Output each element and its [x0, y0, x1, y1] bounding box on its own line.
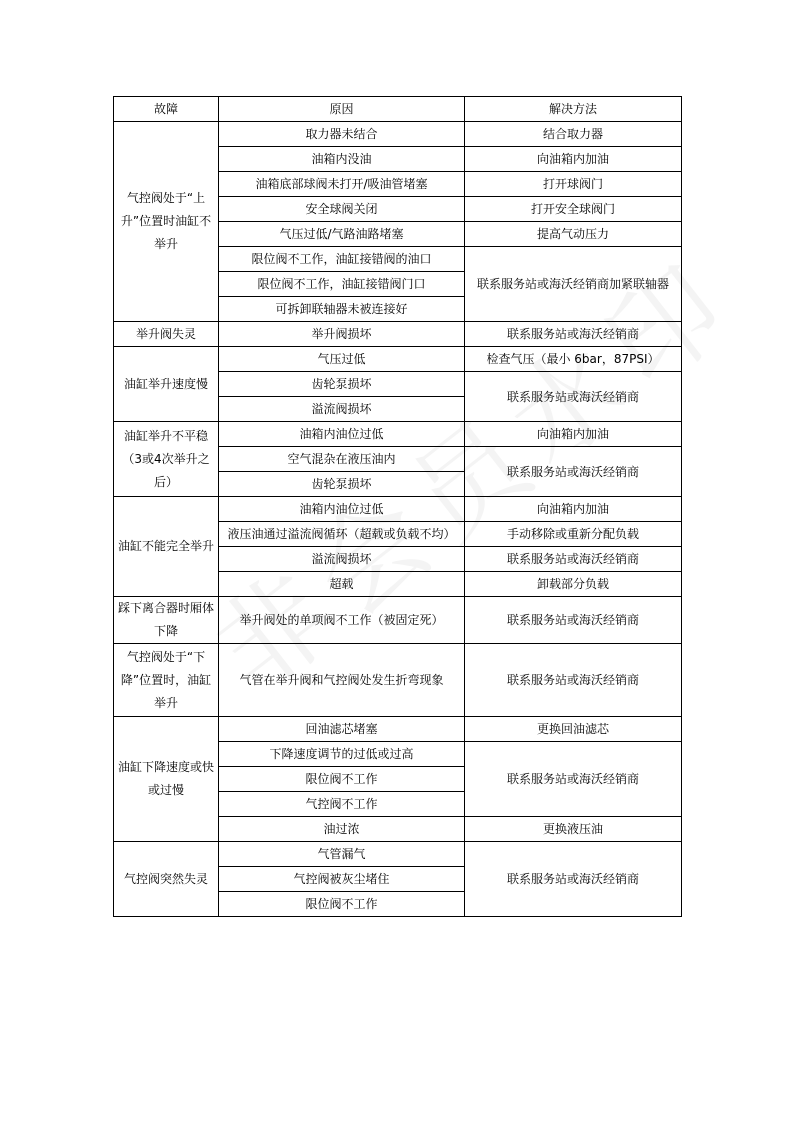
cause-cell: 举升阀处的单项阀不工作（被固定死） — [219, 597, 465, 644]
solution-cell: 更换回油滤芯 — [465, 717, 682, 742]
cause-cell: 气压过低/气路油路堵塞 — [219, 222, 465, 247]
table-row — [114, 717, 682, 742]
cause-cell: 液压油通过溢流阀循环（超载或负载不均） — [219, 522, 465, 547]
cause-cell: 举升阀损坏 — [219, 322, 465, 347]
cause-cell: 溢流阀损坏 — [219, 397, 465, 422]
solution-cell: 手动移除或重新分配负载 — [465, 522, 682, 547]
table-row — [114, 122, 682, 147]
cause-cell: 限位阀不工作 — [219, 892, 465, 917]
solution-cell: 联系服务站或海沃经销商 — [465, 644, 682, 717]
cause-cell: 气控阀被灰尘堵住 — [219, 867, 465, 892]
table-row — [114, 842, 682, 867]
solution-cell: 联系服务站或海沃经销商 — [465, 447, 682, 497]
solution-cell: 打开球阀门 — [465, 172, 682, 197]
solution-cell: 提高气动压力 — [465, 222, 682, 247]
cause-cell: 限位阀不工作，油缸接错阀的油口 — [219, 247, 465, 272]
solution-cell: 联系服务站或海沃经销商 — [465, 842, 682, 917]
solution-cell: 结合取力器 — [465, 122, 682, 147]
solution-cell: 更换液压油 — [465, 817, 682, 842]
cause-cell: 空气混杂在液压油内 — [219, 447, 465, 472]
solution-cell: 向油箱内加油 — [465, 497, 682, 522]
cause-cell: 超载 — [219, 572, 465, 597]
cause-cell: 下降速度调节的过低或过高 — [219, 742, 465, 767]
header-solution: 解决方法 — [465, 97, 682, 122]
solution-cell: 检查气压（最小 6bar，87PSI） — [465, 347, 682, 372]
cause-cell: 齿轮泵损坏 — [219, 472, 465, 497]
table-row — [114, 347, 682, 372]
fault-cell: 油缸下降速度或快或过慢 — [114, 717, 219, 842]
cause-cell: 溢流阀损坏 — [219, 547, 465, 572]
fault-cell: 气控阀处于“上升”位置时油缸不举升 — [114, 122, 219, 322]
fault-cell: 油缸举升不平稳（3或4次举升之后） — [114, 422, 219, 497]
fault-cell: 油缸不能完全举升 — [114, 497, 219, 597]
cause-cell: 限位阀不工作 — [219, 767, 465, 792]
cause-cell: 回油滤芯堵塞 — [219, 717, 465, 742]
header-cause: 原因 — [219, 97, 465, 122]
cause-cell: 油箱内没油 — [219, 147, 465, 172]
fault-cell: 油缸举升速度慢 — [114, 347, 219, 422]
table-row — [114, 597, 682, 644]
solution-cell: 向油箱内加油 — [465, 422, 682, 447]
fault-cell: 举升阀失灵 — [114, 322, 219, 347]
table-row — [114, 322, 682, 347]
solution-cell: 联系服务站或海沃经销商 — [465, 322, 682, 347]
cause-cell: 齿轮泵损坏 — [219, 372, 465, 397]
solution-cell: 向油箱内加油 — [465, 147, 682, 172]
cause-cell: 安全球阀关闭 — [219, 197, 465, 222]
table-row — [114, 644, 682, 717]
cause-cell: 气控阀不工作 — [219, 792, 465, 817]
cause-cell: 限位阀不工作，油缸接错阀门口 — [219, 272, 465, 297]
fault-cell: 踩下离合器时厢体下降 — [114, 597, 219, 644]
table-row — [114, 422, 682, 447]
cause-cell: 油箱内油位过低 — [219, 497, 465, 522]
cause-cell: 油过浓 — [219, 817, 465, 842]
header-fault: 故障 — [114, 97, 219, 122]
fault-table — [113, 96, 682, 917]
solution-cell: 卸载部分负载 — [465, 572, 682, 597]
solution-cell: 联系服务站或海沃经销商 — [465, 597, 682, 644]
cause-cell: 取力器未结合 — [219, 122, 465, 147]
cause-cell: 油箱内油位过低 — [219, 422, 465, 447]
fault-cell: 气控阀处于“下降”位置时，油缸举升 — [114, 644, 219, 717]
fault-cell: 气控阀突然失灵 — [114, 842, 219, 917]
solution-cell: 联系服务站或海沃经销商 — [465, 547, 682, 572]
cause-cell: 可拆卸联轴器未被连接好 — [219, 297, 465, 322]
solution-cell: 打开安全球阀门 — [465, 197, 682, 222]
solution-cell: 联系服务站或海沃经销商加紧联轴器 — [465, 247, 682, 322]
cause-cell: 气管在举升阀和气控阀处发生折弯现象 — [219, 644, 465, 717]
table-row — [114, 497, 682, 522]
solution-cell: 联系服务站或海沃经销商 — [465, 742, 682, 817]
cause-cell: 气压过低 — [219, 347, 465, 372]
cause-cell: 油箱底部球阀未打开/吸油管堵塞 — [219, 172, 465, 197]
solution-cell: 联系服务站或海沃经销商 — [465, 372, 682, 422]
header-row — [114, 97, 682, 122]
cause-cell: 气管漏气 — [219, 842, 465, 867]
